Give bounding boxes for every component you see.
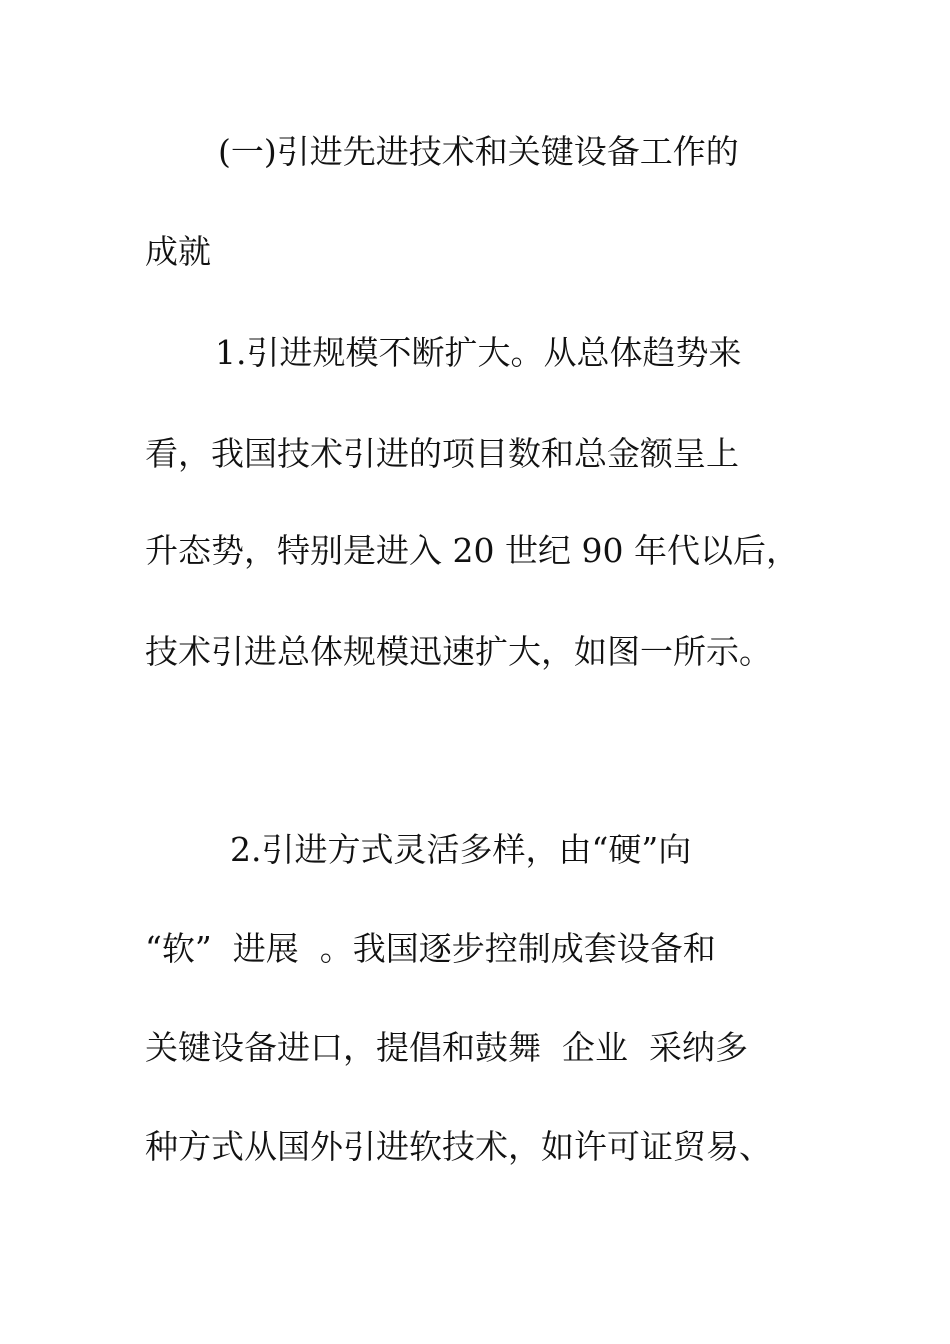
paragraph-1-line-1: 1.引进规模不断扩大。从总体趋势来 bbox=[215, 333, 742, 372]
section-heading-line-2: 成就 bbox=[145, 232, 211, 271]
paragraph-2-line-3: 关键设备进口，提倡和鼓舞 企业 采纳多 bbox=[145, 1028, 748, 1067]
paragraph-1-line-2: 看，我国技术引进的项目数和总金额呈上 bbox=[145, 434, 739, 473]
paragraph-2-line-2: “软” 进展 。我国逐步控制成套设备和 bbox=[145, 929, 716, 968]
paragraph-2-line-4: 种方式从国外引进软技术，如许可证贸易、 bbox=[145, 1127, 772, 1166]
paragraph-1-line-4: 技术引进总体规模迅速扩大，如图一所示。 bbox=[145, 632, 772, 671]
paragraph-1-line-3: 升态势，特别是进入 20 世纪 90 年代以后， bbox=[145, 531, 799, 570]
paragraph-2-line-1: 2.引进方式灵活多样，由“硬”向 bbox=[230, 830, 692, 869]
section-heading-line-1: (一)引进先进技术和关键设备工作的 bbox=[218, 132, 739, 171]
